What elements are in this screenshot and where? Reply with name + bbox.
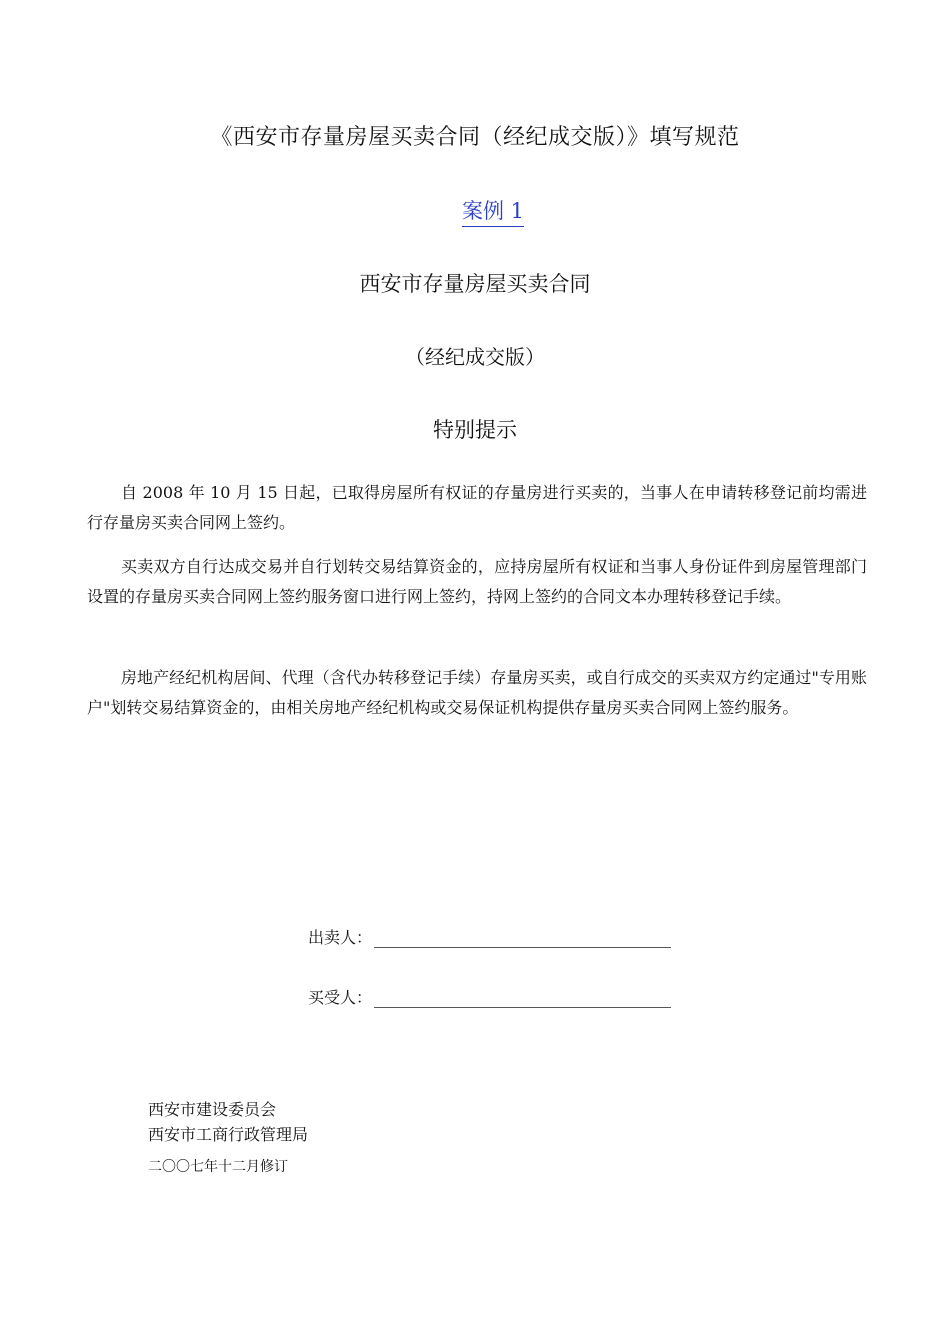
- special-notice-heading: 特别提示: [433, 418, 517, 442]
- notice-paragraph-3: 房地产经纪机构居间、代理（含代办转移登记手续）存量房买卖，或自行成交的买卖双方约定通过"专用账户"划转交易结算资金的，由相关房地产经纪机构或交易保证机构提供存量房买卖合同网上签约服务。: [87, 668, 867, 717]
- issuer-industry-commerce-bureau: 西安市工商行政管理局: [148, 1125, 309, 1144]
- seller-signature-row: [308, 925, 671, 948]
- revision-date: 二〇〇七年十二月修订: [148, 1159, 288, 1175]
- notice-paragraph-2: 买卖双方自行达成交易并自行划转交易结算资金的，应持房屋所有权证和当事人身份证件到房屋管理部门设置的存量房买卖合同网上签约服务窗口进行网上签约，持网上签约的合同文本办理转移登记手续。: [87, 557, 867, 606]
- seller-label: 出卖人：: [308, 928, 373, 947]
- issuer-construction-committee: 西安市建设委员会: [148, 1100, 277, 1119]
- document-title: 《西安市存量房屋买卖合同（经纪成交版）》填写规范: [210, 125, 740, 150]
- buyer-label: 买受人：: [308, 988, 373, 1007]
- notice-paragraph-1: 自 2008 年 10 月 15 日起，已取得房屋所有权证的存量房进行买卖的，当事人在申请转移登记前均需进行存量房买卖合同网上签约。: [87, 483, 867, 532]
- contract-subtitle: （经纪成交版）: [405, 345, 545, 369]
- buyer-signature-row: [308, 985, 671, 1008]
- case-1-link[interactable]: 案例 1: [462, 195, 524, 227]
- contract-title: 西安市存量房屋买卖合同: [359, 272, 591, 296]
- buyer-signature-line[interactable]: [374, 989, 671, 1008]
- seller-signature-line[interactable]: [374, 929, 671, 948]
